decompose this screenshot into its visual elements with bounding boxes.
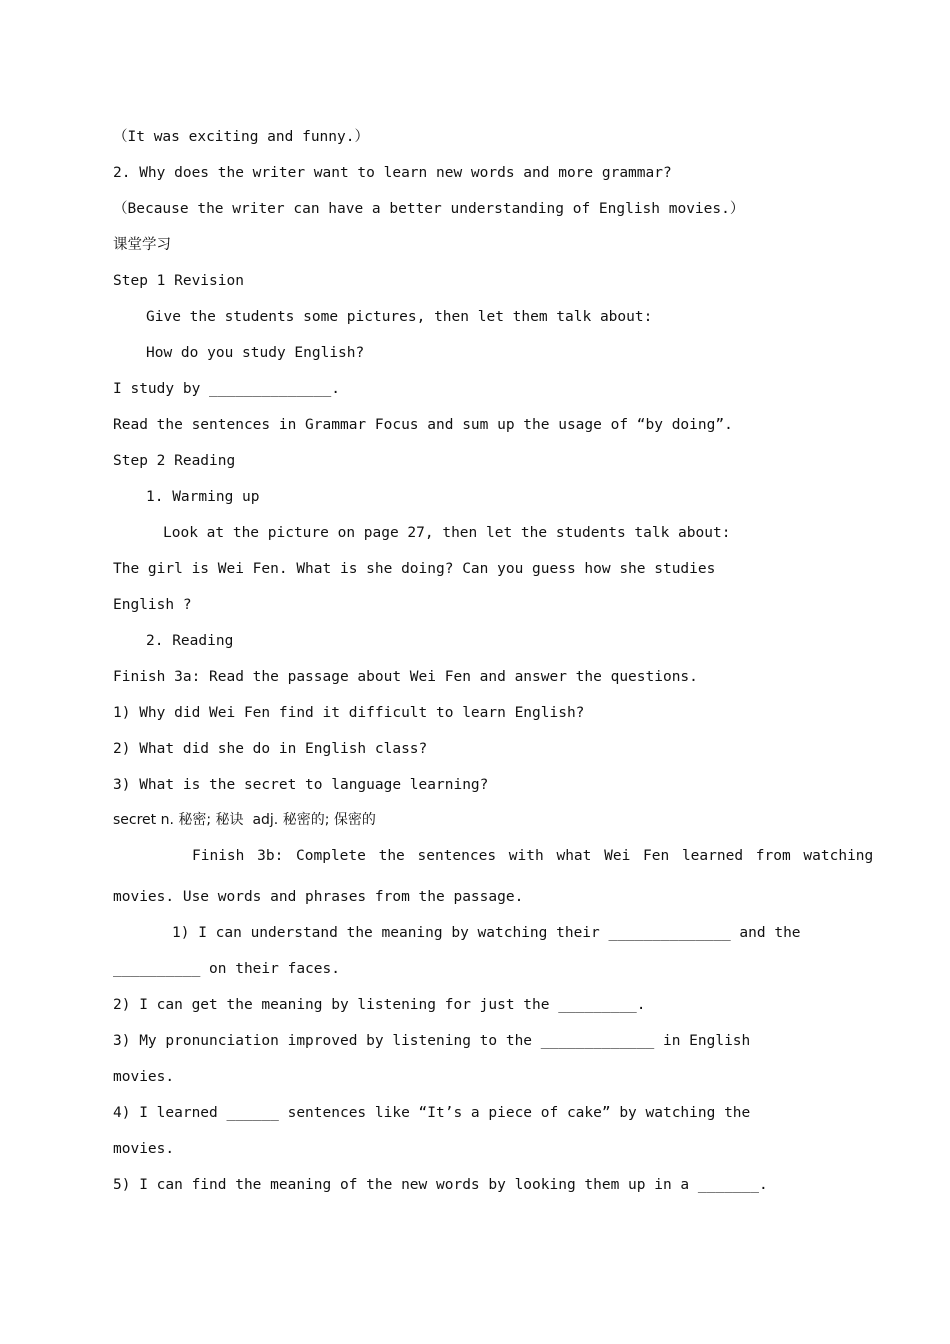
section-heading-classroom-learning: 课堂学习 [113, 237, 171, 253]
answer-line-2: （Because the writer can have a better understanding of English movies.） [113, 201, 745, 217]
finish-3b-instruction-cont: movies. Use words and phrases from the passage. [113, 889, 524, 905]
step-1-instruction: Give the students some pictures, then let them talk about: [146, 309, 653, 325]
finish-3b-instruction: Finish 3b: Complete the sentences with what Wei Fen learned from watching [192, 848, 874, 864]
warming-up-question: The girl is Wei Fen. What is she doing? Can you guess how she studies [113, 561, 716, 577]
question-3a-1: 1) Why did Wei Fen find it difficult to learn English? [113, 705, 585, 721]
answer-line-1: （It was exciting and funny.） [113, 129, 369, 145]
sentence-3b-4: 4) I learned ______ sentences like “It’s a piece of cake” by watching the [113, 1105, 751, 1121]
step-1-heading: Step 1 Revision [113, 273, 244, 289]
warming-up-instruction: Look at the picture on page 27, then let the students talk about: [163, 525, 731, 541]
finish-3a-instruction: Finish 3a: Read the passage about Wei Fen and answer the questions. [113, 669, 698, 685]
step-2-heading: Step 2 Reading [113, 453, 236, 469]
question-2: 2. Why does the writer want to learn new words and more grammar? [113, 165, 672, 181]
question-3a-2: 2) What did she do in English class? [113, 741, 428, 757]
sentence-3b-5: 5) I can find the meaning of the new words by looking them up in a _______. [113, 1177, 768, 1193]
question-3a-3: 3) What is the secret to language learning? [113, 777, 489, 793]
warming-up-heading: 1. Warming up [146, 489, 260, 505]
step-1-question: How do you study English? [146, 345, 365, 361]
fill-in-study-by: I study by ______________. [113, 381, 340, 397]
vocabulary-secret: secret n. 秘密; 秘诀 adj. 秘密的; 保密的 [113, 812, 376, 828]
sentence-3b-4-cont: movies. [113, 1141, 175, 1157]
reading-heading: 2. Reading [146, 633, 234, 649]
sentence-3b-3: 3) My pronunciation improved by listening to the _____________ in English [113, 1033, 751, 1049]
sentence-3b-3-cont: movies. [113, 1069, 175, 1085]
warming-up-question-cont: English ? [113, 597, 192, 613]
sentence-3b-2: 2) I can get the meaning by listening for just the _________. [113, 997, 646, 1013]
grammar-focus-instruction: Read the sentences in Grammar Focus and sum up the usage of “by doing”. [113, 417, 733, 433]
sentence-3b-1-cont: __________ on their faces. [113, 961, 340, 977]
sentence-3b-1: 1) I can understand the meaning by watching their ______________ and the [172, 925, 801, 941]
